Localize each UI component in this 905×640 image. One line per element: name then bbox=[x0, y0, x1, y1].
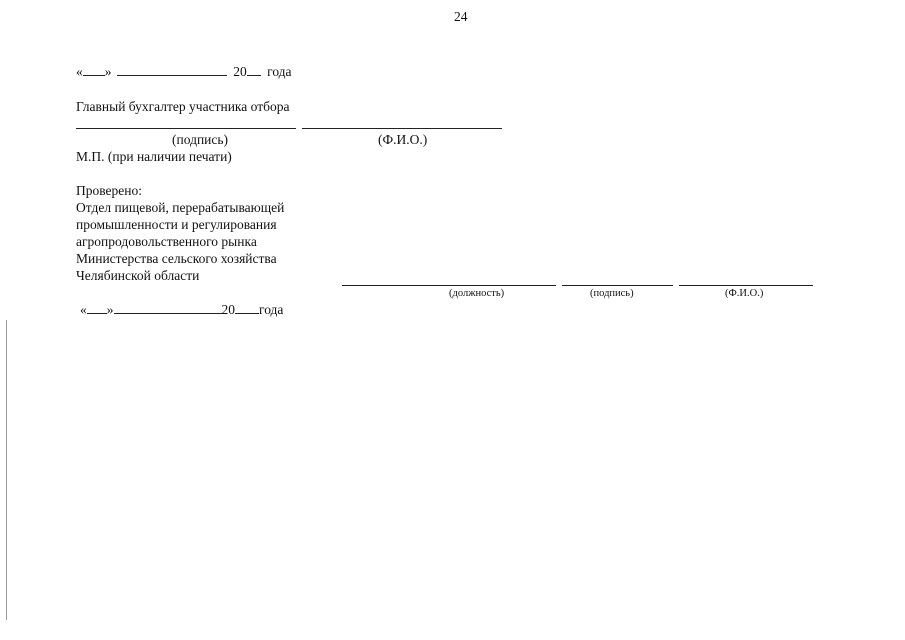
page-number: 24 bbox=[454, 9, 468, 24]
month-blank bbox=[114, 303, 222, 314]
date-line-top bbox=[76, 64, 292, 80]
verified-org-line: Челябинской области bbox=[76, 268, 200, 283]
verified-org-line: агропродовольственного рынка bbox=[76, 234, 257, 249]
year-prefix: 20 bbox=[221, 302, 235, 317]
day-blank bbox=[87, 303, 107, 314]
verified-org-line: промышленности и регулирования bbox=[76, 217, 277, 232]
verifier-name-caption: (Ф.И.О.) bbox=[725, 288, 764, 299]
year-prefix: 20 bbox=[233, 64, 247, 79]
day-blank bbox=[83, 65, 105, 76]
verifier-signature-caption: (подпись) bbox=[590, 288, 634, 299]
verified-heading: Проверено: bbox=[76, 183, 143, 198]
position-line bbox=[342, 285, 556, 286]
accountant-signature-caption: (подпись) bbox=[172, 132, 229, 147]
date-open-quote: « bbox=[80, 302, 87, 317]
name-line-accountant bbox=[302, 128, 502, 129]
verified-org-line: Отдел пищевой, перерабатывающей bbox=[76, 200, 285, 215]
date-close-quote: » bbox=[104, 64, 112, 79]
accountant-name-caption: (Ф.И.О.) bbox=[378, 132, 428, 147]
signature-line-accountant bbox=[76, 128, 296, 129]
date-line-bottom bbox=[80, 302, 283, 318]
year-blank bbox=[235, 303, 259, 314]
signature-line-verifier bbox=[562, 285, 673, 286]
year-suffix: года bbox=[267, 64, 292, 79]
scan-margin-line bbox=[6, 320, 7, 620]
stamp-note: М.П. (при наличии печати) bbox=[76, 149, 232, 164]
year-suffix: года bbox=[259, 302, 284, 317]
year-blank bbox=[247, 65, 261, 76]
month-blank bbox=[117, 65, 227, 76]
chief-accountant-title: Главный бухгалтер участника отбора bbox=[76, 99, 290, 114]
date-close-quote: » bbox=[106, 302, 114, 317]
verified-org-line: Министерства сельского хозяйства bbox=[76, 251, 277, 266]
date-open-quote: « bbox=[76, 64, 83, 79]
name-line-verifier bbox=[679, 285, 813, 286]
position-caption: (должность) bbox=[449, 288, 505, 299]
